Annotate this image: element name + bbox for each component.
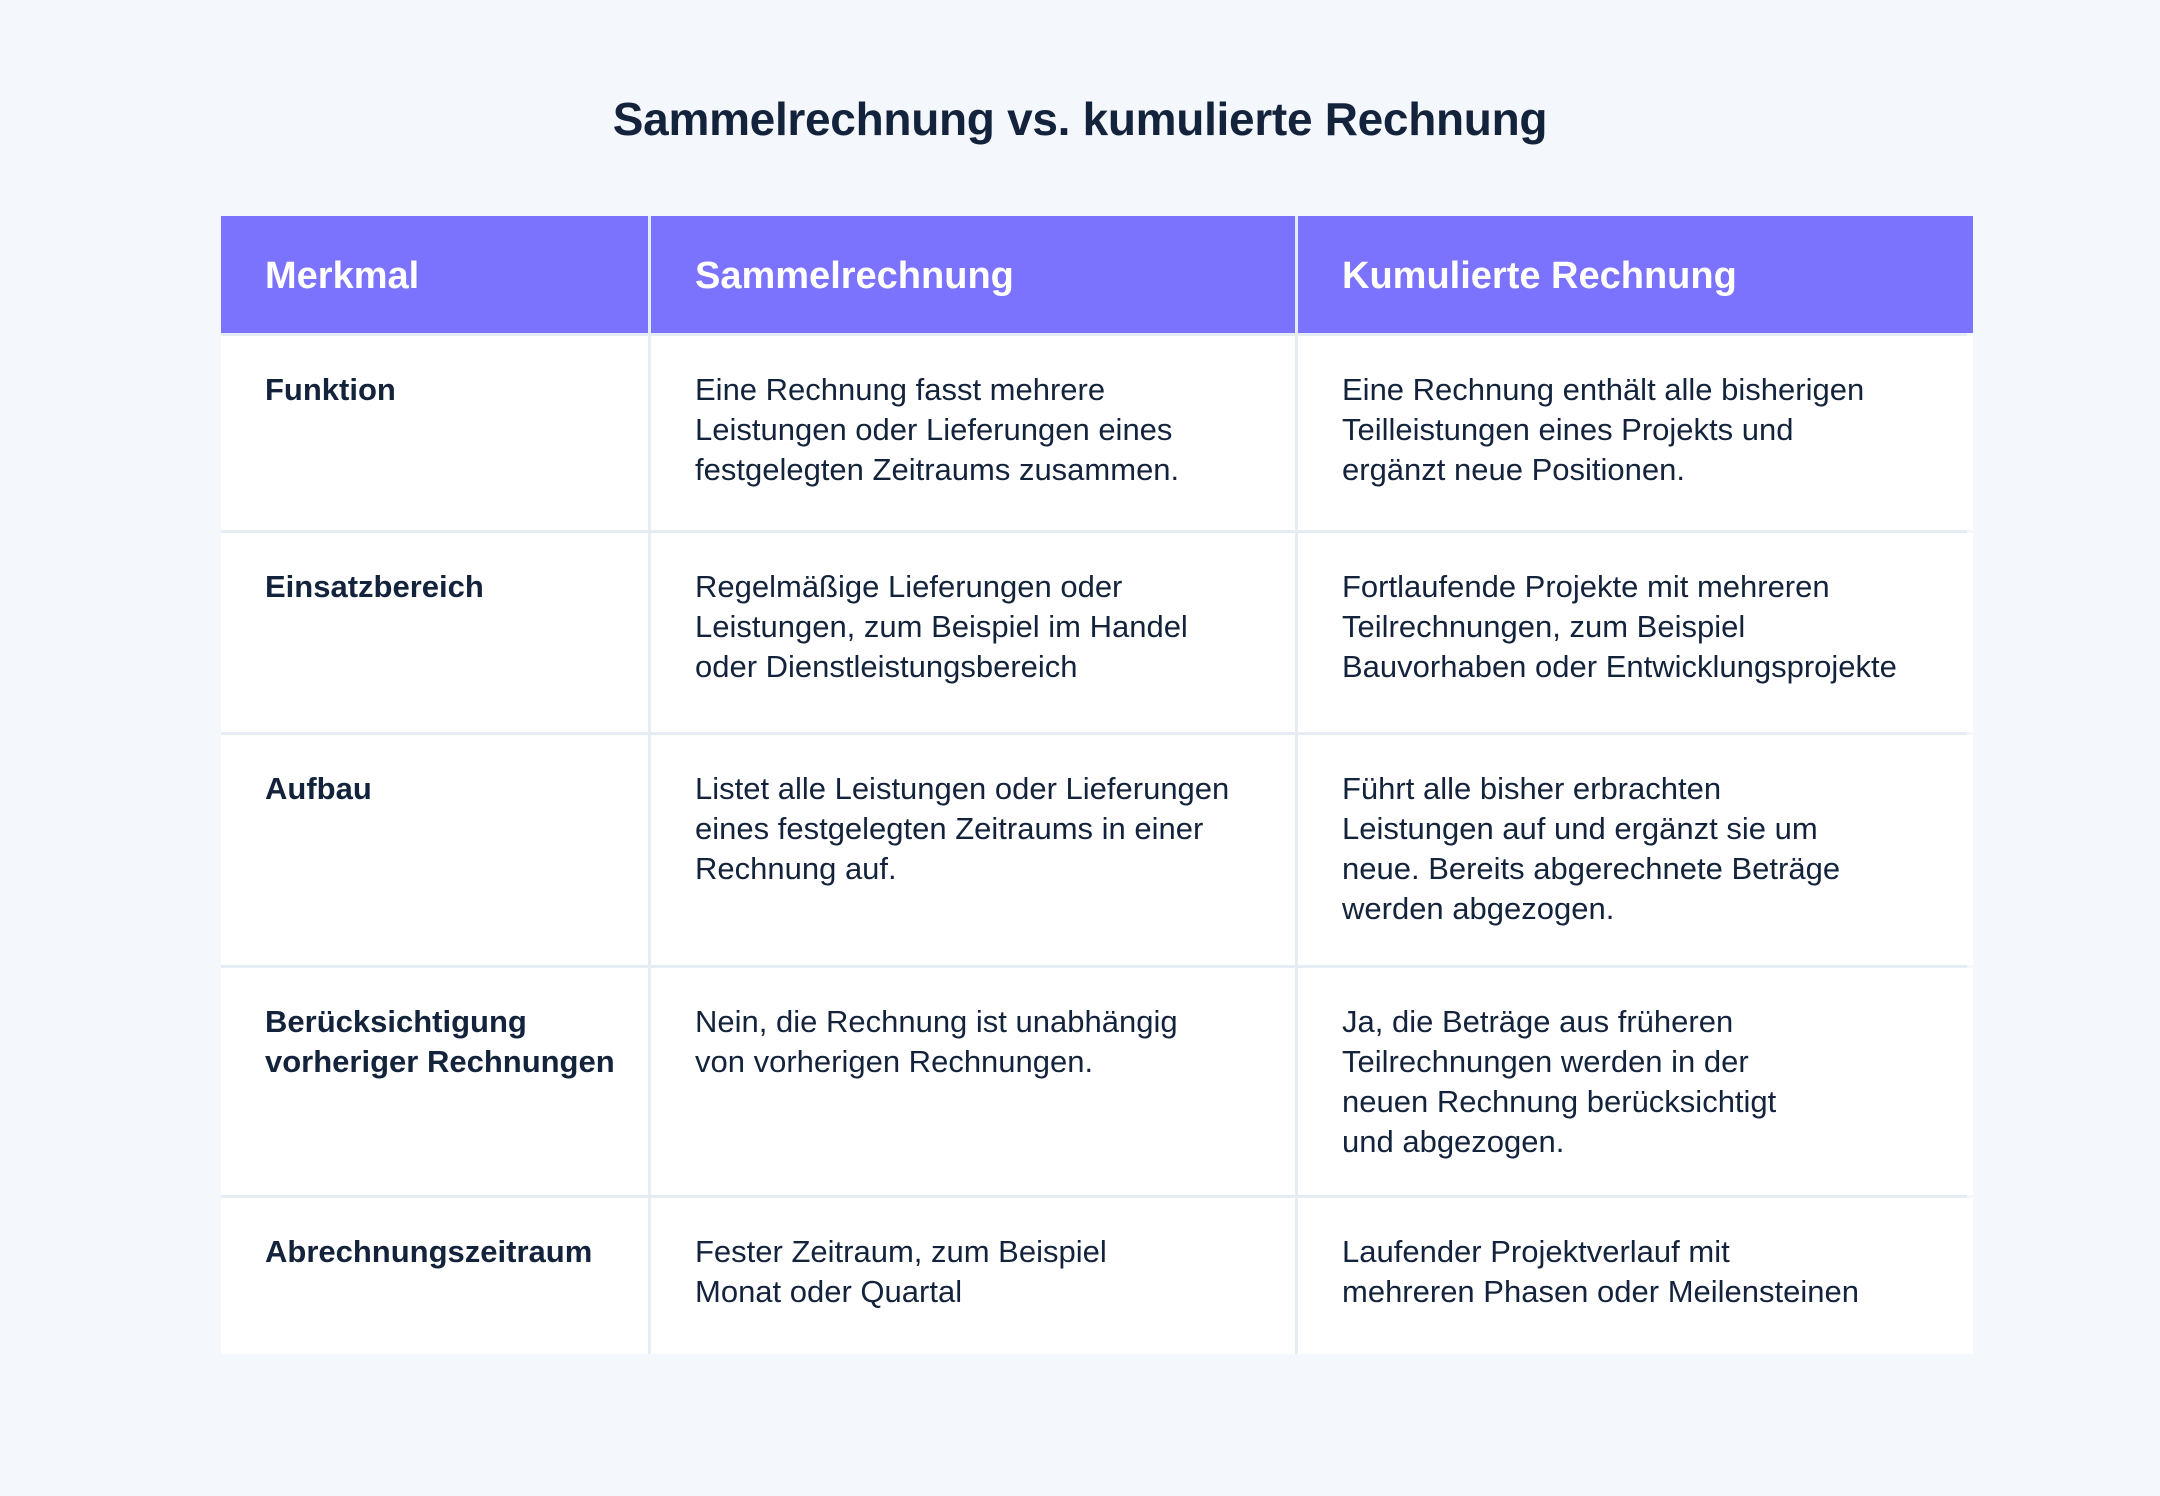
- comparison-table: [221, 216, 1967, 1354]
- cell-sammel-aufbau: Listet alle Leistungen oder Lieferungen eines festgelegten Zeitraums in einer Rechnung auf.: [651, 735, 1295, 965]
- cell-sammel-funktion: Eine Rechnung fasst mehrere Leistungen oder Lieferungen eines festgelegten Zeitraums zusammen.: [651, 336, 1295, 530]
- page-title: Sammelrechnung vs. kumulierte Rechnung: [612, 93, 1548, 145]
- column-header-kumulierte-rechnung: Kumulierte Rechnung: [1298, 216, 1973, 333]
- row-feature-funktion: Funktion: [221, 336, 648, 530]
- cell-kumuliert-aufbau: Führt alle bisher erbrachten Leistungen auf und ergänzt sie um neue. Bereits abgerechnete Beträge werden abgezogen.: [1298, 735, 1973, 965]
- row-feature-beruecksichtigung: Berücksichtigung vorheriger Rechnungen: [221, 968, 648, 1195]
- cell-sammel-abrechnungszeitraum: Fester Zeitraum, zum Beispiel Monat oder Quartal: [651, 1198, 1295, 1354]
- cell-kumuliert-abrechnungszeitraum: Laufender Projektverlauf mit mehreren Phasen oder Meilensteinen: [1298, 1198, 1973, 1354]
- row-feature-einsatzbereich: Einsatzbereich: [221, 533, 648, 732]
- cell-sammel-einsatzbereich: Regelmäßige Lieferungen oder Leistungen, zum Beispiel im Handel oder Dienstleistungsbereich: [651, 533, 1295, 732]
- cell-kumuliert-einsatzbereich: Fortlaufende Projekte mit mehreren Teilrechnungen, zum Beispiel Bauvorhaben oder Entwicklungsprojekte: [1298, 533, 1973, 732]
- cell-kumuliert-beruecksichtigung: Ja, die Beträge aus früheren Teilrechnungen werden in der neuen Rechnung berücksichtigt und abgezogen.: [1298, 968, 1973, 1195]
- cell-sammel-beruecksichtigung: Nein, die Rechnung ist unabhängig von vorherigen Rechnungen.: [651, 968, 1295, 1195]
- row-feature-abrechnungszeitraum: Abrechnungszeitraum: [221, 1198, 648, 1354]
- column-header-sammelrechnung: Sammelrechnung: [651, 216, 1295, 333]
- column-header-merkmal: Merkmal: [221, 216, 648, 333]
- cell-kumuliert-funktion: Eine Rechnung enthält alle bisherigen Teilleistungen eines Projekts und ergänzt neue Positionen.: [1298, 336, 1973, 530]
- row-feature-aufbau: Aufbau: [221, 735, 648, 965]
